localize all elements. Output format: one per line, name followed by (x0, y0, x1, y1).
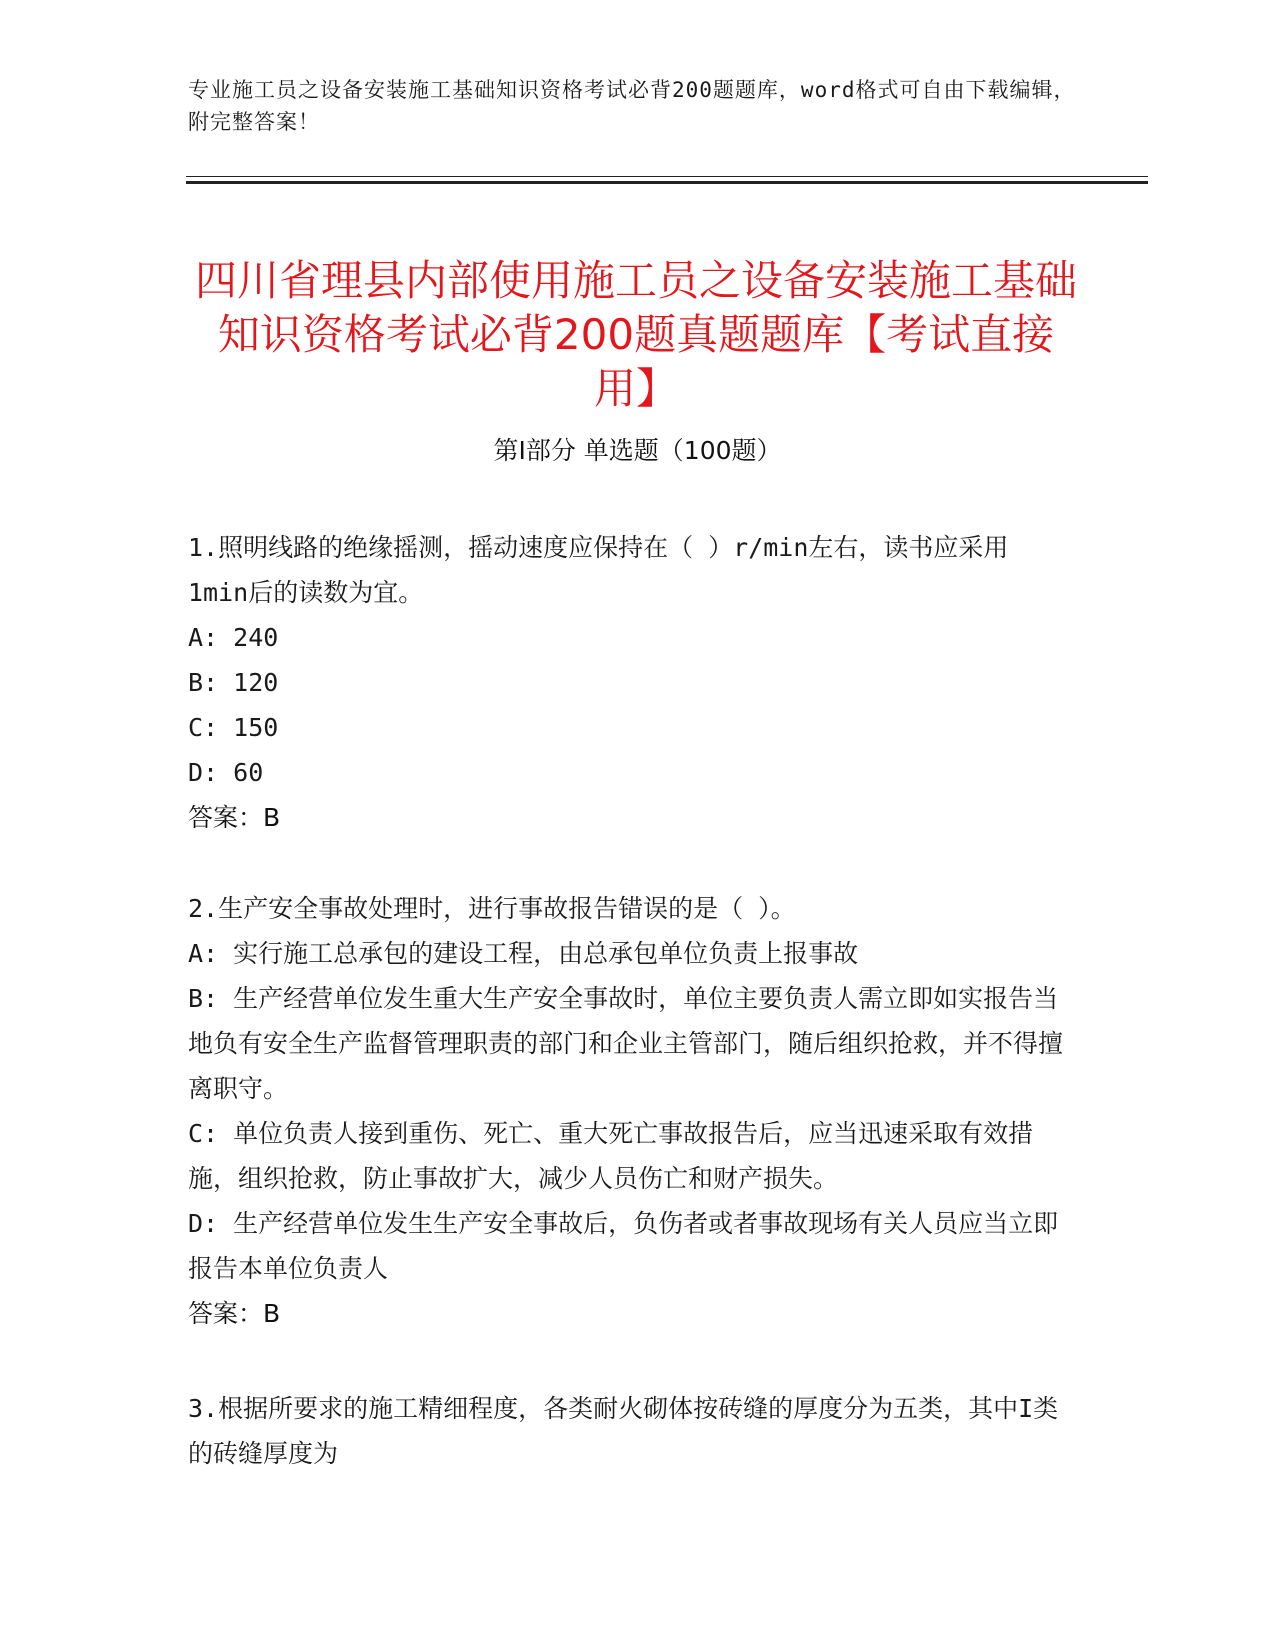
option-c: C: 150 (188, 713, 279, 742)
option-b: B: 120 (188, 668, 279, 697)
question-1 (188, 525, 1068, 840)
answer: 答案：B (188, 1299, 281, 1328)
option-b: B: 生产经营单位发生重大生产安全事故时，单位主要负责人需立即如实报告当地负有安全生产监督管理职责的部门和企业主管部门，随后组织抢救，并不得擅离职守。 (188, 984, 1064, 1103)
header-divider-thick (186, 181, 1148, 184)
option-d: D: 生产经营单位发生生产安全事故后，负伤者或者事故现场有关人员应当立即报告本单位负责人 (188, 1209, 1059, 1283)
header-divider-thin (186, 176, 1148, 177)
section-heading: 第I部分 单选题（100题） (493, 436, 782, 465)
question-3 (188, 1386, 1068, 1476)
answer: 答案：B (188, 803, 281, 832)
question-text: 2.生产安全事故处理时，进行事故报告错误的是（ ）。 (188, 894, 796, 923)
option-a: A: 240 (188, 623, 279, 652)
option-c: C: 单位负责人接到重伤、死亡、重大死亡事故报告后，应当迅速采取有效措施，组织抢救，防止事故扩大，减少人员伤亡和财产损失。 (188, 1119, 1034, 1193)
question-2 (188, 886, 1068, 1336)
document-title: 四川省理县内部使用施工员之设备安装施工基础知识资格考试必背200题真题题库【考试直接用】 (194, 256, 1077, 414)
option-d: D: 60 (188, 758, 264, 787)
question-text: 1.照明线路的绝缘摇测，摇动速度应保持在（ ）r/min左右，读书应采用1min后的读数为宜。 (188, 533, 1009, 607)
header-note: 专业施工员之设备安装施工基础知识资格考试必背200题题库，word格式可自由下载编辑，附完整答案！ (188, 78, 1076, 134)
option-a: A: 实行施工总承包的建设工程，由总承包单位负责上报事故 (188, 939, 859, 968)
question-text: 3.根据所要求的施工精细程度，各类耐火砌体按砖缝的厚度分为五类，其中I类的砖缝厚度为 (188, 1394, 1059, 1468)
